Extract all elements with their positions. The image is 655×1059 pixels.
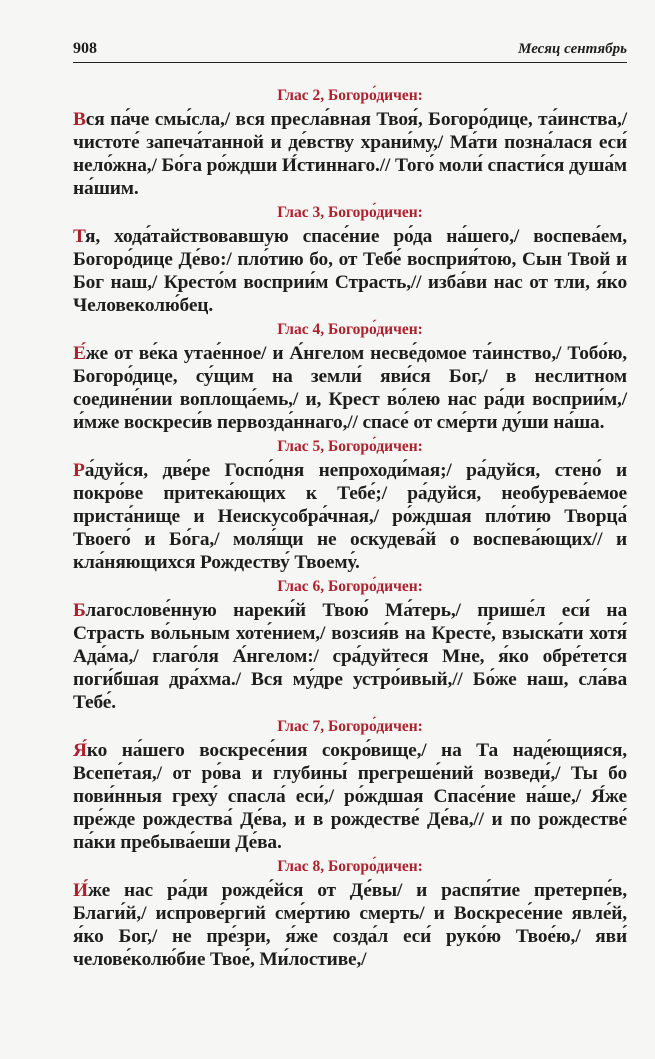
red-initial: Е́ [73,343,86,364]
red-initial: Р [73,460,85,481]
section-body: ся па́че смы́сла,/ вся пресла́вная Твоя́, Богоро́дице, та́инства,/ чистоте́ запеча́танной и де́вству храни́му,/ Ма́ти позна́лася еси́ нело́жна,/ Бо́га ро́ждши И́стиннаго.// Того́ моли́ спасти́ся душа́м на́шим. [73,109,627,199]
section-heading: Глас 3, Богоро́дичен: [277,204,423,221]
red-initial: Я́ [73,740,87,761]
book-page [73,36,627,970]
page-number: 908 [73,40,97,57]
running-title: Месяц сентябрь [518,41,627,57]
header-rule [73,62,627,63]
section-heading: Глас 2, Богоро́дичен: [277,87,423,104]
section-text [73,108,627,200]
section-heading: Глас 4, Богоро́дичен: [277,321,423,338]
section-heading: Глас 5, Богоро́дичен: [277,438,423,455]
section-text [73,342,627,434]
section-text [73,599,627,714]
section-body: я, хода́тайствовавшую спасе́ние ро́да на́шего,/ воспева́ем, Богоро́дице Де́во:/ пло́тию бо, от Тебе́ восприя́тою, Сын Твой и Бог наш,/ Кресто́м восприи́м Страсть,// изба́ви нас от тли, я́ко Человеколю́бец. [73,226,627,316]
red-initial: Т [73,226,86,247]
section-body: ко на́шего воскресе́ния сокро́вище,/ на Та наде́ющияся, Всепе́тая,/ от ро́ва и глубины́ прегреше́ний возведи́,/ Ты бо пови́нныя греху́ спасла́ еси́,/ ро́ждшая Спасе́ние на́ше,/ Я́же пре́жде рождества́ Де́ва, и в рождестве́ Де́ва,// и по рождестве́ па́ки пребыва́еши Де́ва. [73,740,627,853]
section-text [73,459,627,574]
section-text [73,739,627,854]
section-text [73,225,627,317]
red-initial: И́ [73,880,88,901]
section-body: же нас ра́ди рожде́йся от Де́вы/ и распя́тие претерпе́в, Благи́й,/ испрове́ргий сме́ртию смерть/ и Воскресе́ние явле́й, я́ко Бог,/ не пре́зри, я́же созда́л еси́ руко́ю Твое́ю,/ яви́ челове́колю́бие Твое́, Ми́лостиве,/ [73,880,627,970]
page-content [73,86,627,974]
section-heading: Глас 8, Богоро́дичен: [277,858,423,875]
section-text [73,879,627,971]
section-glas-5 [73,437,627,574]
section-glas-3 [73,203,627,317]
section-heading: Глас 7, Богоро́дичен: [277,718,423,735]
section-glas-6 [73,577,627,714]
section-heading: Глас 6, Богоро́дичен: [277,578,423,595]
red-initial: Б [73,600,86,621]
section-body: а́дуйся, две́ре Госпо́дня непроходи́мая;/ ра́дуйся, стено́ и покро́ве притека́ющих к Тебе́;/ ра́дуйся, необурева́емое приста́нище и Неискусобра́чная,/ ро́ждшая пло́тию Творца́ Твоего́ и Бо́га,/ моля́щи не оскудева́й о воспева́ющих// и кла́няющихся Рождеству́ Твоему́. [73,460,627,573]
section-glas-4 [73,320,627,434]
section-glas-2 [73,86,627,200]
section-body: лагослове́нную нареки́й Твою́ Ма́терь,/ прише́л еси́ на Страсть во́льным хоте́нием,/ возсия́в на Кресте́, взыска́ти хотя́ Ада́ма,/ глаго́ля А́нгелом:/ сра́дуйтеся Мне, я́ко обре́тется поги́бшая дра́хма./ Вся му́дре устро́ивый,// Бо́же наш, сла́ва Тебе́. [73,600,627,713]
section-glas-7 [73,717,627,854]
red-initial: В [73,109,86,130]
section-glas-8 [73,857,627,971]
section-body: же от ве́ка утае́нное/ и А́нгелом несве́домое та́инство,/ Тобо́ю, Богоро́дице, су́щим на земли́ яви́ся Бог,/ в неслитном соедине́нии воплоща́емь,/ и, Крест во́лею нас ра́ди восприи́м,/ и́мже воскреси́в первозда́ннаго,// спасе́ от сме́рти ду́ши на́ша. [73,343,627,433]
page-header [73,36,627,62]
